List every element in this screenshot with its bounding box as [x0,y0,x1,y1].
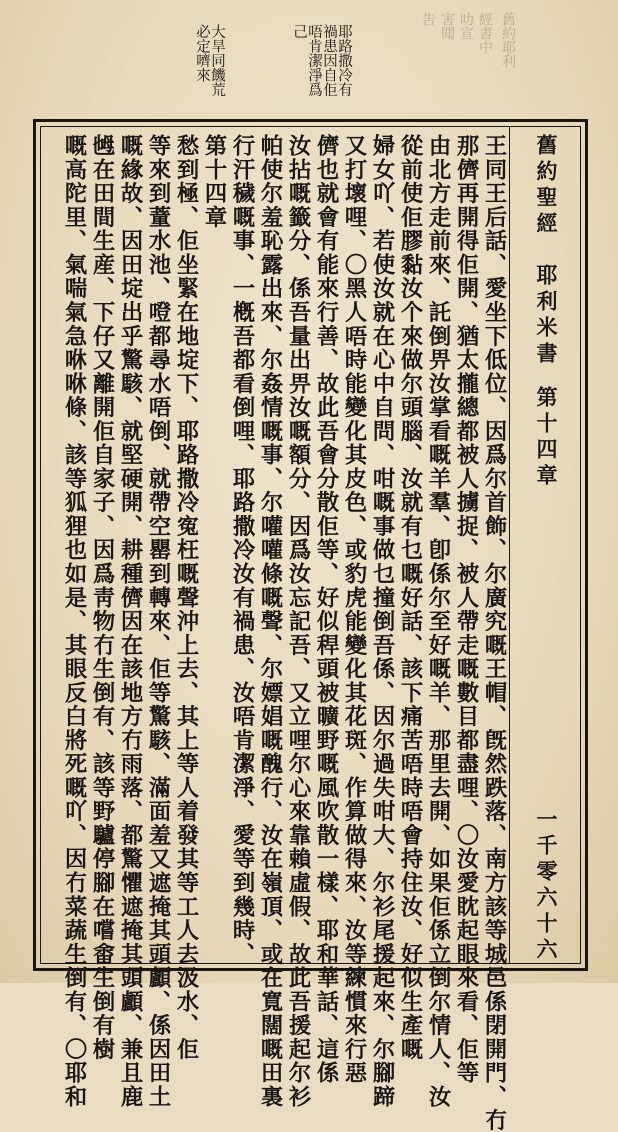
text-column-15: 嘅高陀里、氣喘氣急咻咻條、該等狐狸也如是、其眼反白將死嘅吖、因冇菜蔬生倒有、〇耶和 [61,134,87,1109]
bleed-through-text-1: 舊約耶利 [500,12,516,68]
chapter-title: 第十四章 [201,134,227,230]
margin-note-col-6: 必定嚌來 [194,24,210,82]
margin-note-col-4: 己 [291,24,307,39]
text-column-10: 行汗穢嘅事、一槪吾都看倒哩、耶路撒冷汝有禍患、汝唔肯潔淨、愛等到幾時、 [229,134,255,966]
margin-note-col-1: 耶路撒冷有 [336,24,352,97]
margin-note-col-5: 大旱同饑荒 [209,24,225,97]
text-column-6: 又打壞哩、〇黑人唔時能變化其皮色、或豹虎能變化其花斑、作算做得來、汝等練慣來行惡 [341,134,367,1085]
page-number: 一千零六十六 [534,808,559,964]
header-divider [509,127,510,963]
book-name: 耶利米書 [534,264,559,368]
text-column-7: 儕也就會有能來行善、故此吾會分散佢等、好似稈頭被曠野嘅風吹散一樣、耶和華話、這係 [313,134,339,1085]
text-column-12: 等來到蕫水池、噔都尋水唔倒、就帶空罌到轉來、佢等驚駭、滿面羞又遮掩其頭顱、係因田土 [145,134,171,1109]
chapter-heading: 第十四章 [534,386,559,490]
text-column-14: 乸在田間生産、下仔又離開佢自家子、因爲靑物冇生倒有、該等野驢停腳在嚐畬生倒有樹 [89,134,115,1062]
running-title: 舊約聖經 [534,134,559,238]
bleed-through-text-2: 經書中 [477,12,493,54]
bleed-through-text-5: 吿 [420,12,436,26]
text-column-8: 汝拈嘅籤分、係吾量出畀汝嘅額分、因爲汝忘記吾、又立哩尔心來靠賴虛假、故此吾援起尔衫 [285,134,311,1109]
bleed-through-text-4: 害聞 [439,12,455,40]
text-column-9: 帕使尔羞恥露出來、尔姦情嘅事、尔嚾嚾條嘅聲、尔嫖娼嘅醜行、汝在嶺頂、或在寬闊嘅田裏 [257,134,283,1109]
text-column-1: 王同王后話、愛坐下低位、因爲尔首飾、尔廣究嘅王帽、旣然跌落、南方該等城邑係閉開門、冇 [481,134,507,1132]
margin-note-col-3: 唔肯潔淨爲 [306,24,322,97]
margin-note-col-2: 禍患因自佢 [321,24,337,97]
text-column-11: 愁到極、佢坐緊在地埞下、耶路撒冷寃枉嘅聲沖上去、其上等人着發其等工人去汲水、佢 [173,134,199,1062]
text-column-2: 那儕再開得佢開、猶太攏總都被人擄捉、被人帶走嘅數目都盡哩、〇汝愛眈起眼來看、佢等 [453,134,479,1085]
bleed-through-text-3: 叻宣 [458,12,474,40]
text-column-13: 嘅緣故、因田埞出乎驚駭、就堅硬開、耕種儕因在該地方冇雨落、都驚懼遮掩其頭顱、兼且鹿 [117,134,143,1109]
text-column-4: 從前使佢膠黏汝个來做尔頭腦、汝就有乜嘅好話、該下痛苦唔時唔會持住汝、好似生產嘅 [397,134,423,1062]
text-column-3: 由北方走前來、託倒畀汝掌看嘅羊羣、卽係尔至好嘅羊、那里去開、如果佢係立倒尔情人、汝 [425,134,451,1109]
text-column-5: 婦女吖、若使汝就在心中自問、咁嘅事做乜撞倒吾係、因尔過失咁大、尔衫尾援起來、尔腳蹄 [369,134,395,1109]
